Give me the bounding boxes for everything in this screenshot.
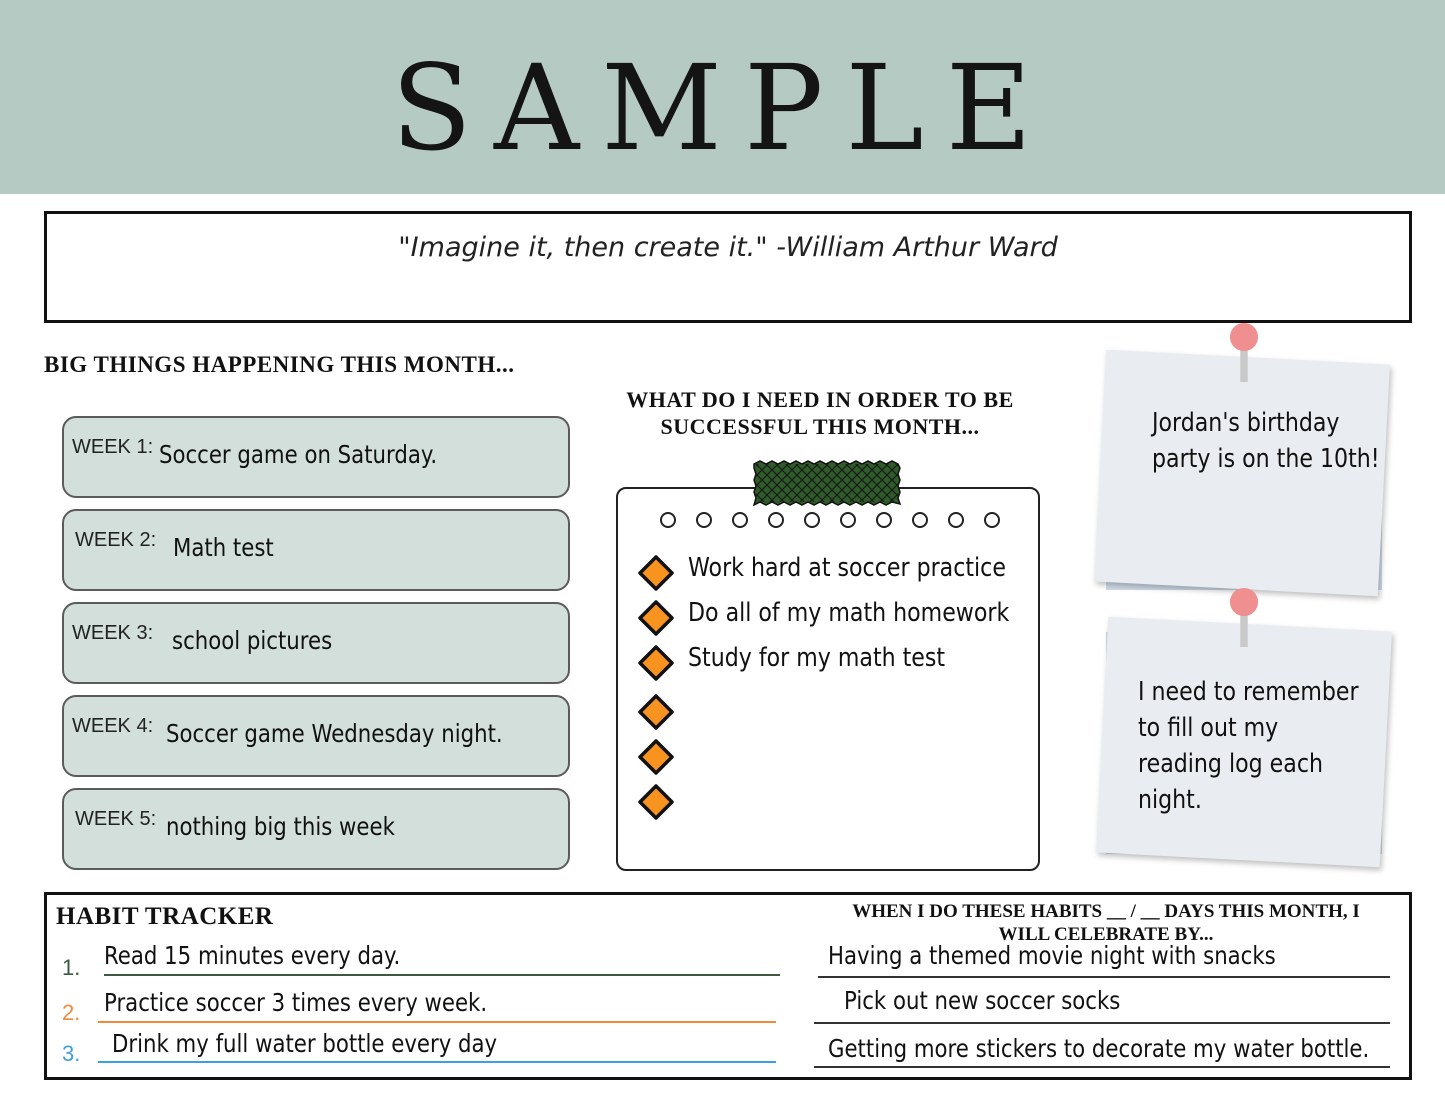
week-2-box[interactable]: [62, 509, 570, 591]
checklist-item-text: Study for my math test: [688, 643, 946, 673]
week-label: WEEK 5:: [75, 808, 157, 830]
habit-number: 2.: [62, 1000, 81, 1025]
week-4-box[interactable]: [62, 695, 570, 777]
quote-box: [44, 211, 1412, 323]
ring-icon: [696, 512, 712, 528]
ring-icon: [984, 512, 1000, 528]
celebrate-heading-line: WHEN I DO THESE HABITS __ / __ DAYS THIS MONTH, I: [852, 901, 1360, 922]
habit-number: 3.: [62, 1041, 81, 1066]
week-text: nothing big this week: [166, 812, 395, 841]
week-3-box[interactable]: [62, 602, 570, 684]
diamond-checkbox-icon[interactable]: [636, 737, 680, 781]
checklist-item[interactable]: [636, 553, 1036, 593]
success-heading-line: WHAT DO I NEED IN ORDER TO BE: [626, 387, 1014, 412]
diamond-checkbox-icon[interactable]: [636, 643, 680, 687]
celebrate-heading: [800, 900, 1412, 946]
checklist-item-text: Work hard at soccer practice: [688, 553, 1006, 583]
checklist-item[interactable]: [636, 643, 1036, 683]
ring-icon: [912, 512, 928, 528]
washi-tape-icon: [752, 460, 902, 506]
success-heading: [590, 386, 1050, 440]
week-label: WEEK 4:: [72, 715, 154, 737]
habit-tracker-heading: HABIT TRACKER: [56, 903, 274, 930]
habit-line: [104, 974, 780, 976]
sticky-note-line: night.: [1138, 785, 1202, 815]
celebrate-heading-line: WILL CELEBRATE BY...: [998, 924, 1214, 945]
diamond-checkbox-icon[interactable]: [636, 692, 680, 736]
week-label: WEEK 2:: [75, 529, 157, 551]
ring-icon: [876, 512, 892, 528]
habit-text[interactable]: Practice soccer 3 times every week.: [104, 988, 488, 1017]
celebrate-line: [814, 1022, 1390, 1024]
checklist-item[interactable]: [636, 598, 1036, 638]
sticky-note-1-text: [1152, 405, 1380, 477]
celebrate-text[interactable]: Getting more stickers to decorate my water bottle.: [828, 1034, 1370, 1063]
push-pin-icon: [1224, 322, 1264, 382]
week-1-box[interactable]: [62, 416, 570, 498]
week-text: Math test: [173, 533, 274, 562]
sticky-note-line: Jordan's birthday: [1152, 408, 1340, 438]
sticky-note-line: I need to remember: [1138, 677, 1359, 707]
habit-text[interactable]: Read 15 minutes every day.: [104, 941, 401, 970]
week-5-box[interactable]: [62, 788, 570, 870]
celebrate-line: [818, 976, 1390, 978]
week-text: school pictures: [172, 626, 333, 655]
sticky-note-line: reading log each: [1138, 749, 1323, 779]
sticky-note-2-text: [1138, 674, 1359, 818]
checklist-item-text: Do all of my math homework: [688, 598, 1010, 628]
notepad-rings: [660, 512, 1000, 530]
page-title: SAMPLE: [391, 39, 1054, 177]
ring-icon: [660, 512, 676, 528]
sticky-note-line: to fill out my: [1138, 713, 1279, 743]
ring-icon: [804, 512, 820, 528]
sticky-note-line: party is on the 10th!: [1152, 444, 1380, 474]
success-heading-line: SUCCESSFUL THIS MONTH...: [660, 414, 980, 439]
habit-line: [98, 1021, 776, 1023]
habit-line: [98, 1061, 776, 1063]
push-pin-icon: [1224, 587, 1264, 647]
week-label: WEEK 3:: [72, 622, 154, 644]
week-text: Soccer game Wednesday night.: [166, 719, 503, 748]
diamond-checkbox-icon[interactable]: [636, 553, 680, 597]
celebrate-line: [814, 1066, 1390, 1068]
week-label: WEEK 1:: [72, 436, 154, 458]
ring-icon: [768, 512, 784, 528]
habit-text[interactable]: Drink my full water bottle every day: [112, 1029, 498, 1058]
ring-icon: [948, 512, 964, 528]
diamond-checkbox-icon[interactable]: [636, 598, 680, 642]
ring-icon: [840, 512, 856, 528]
habit-number: 1.: [62, 955, 81, 980]
ring-icon: [732, 512, 748, 528]
celebrate-text[interactable]: Having a themed movie night with snacks: [828, 941, 1276, 970]
checklist-item[interactable]: [636, 692, 1036, 732]
checklist-item[interactable]: [636, 782, 1036, 822]
checklist-item[interactable]: [636, 737, 1036, 777]
big-things-heading: BIG THINGS HAPPENING THIS MONTH...: [44, 352, 515, 377]
week-text: Soccer game on Saturday.: [159, 440, 438, 469]
celebrate-text[interactable]: Pick out new soccer socks: [844, 986, 1121, 1015]
quote-text: "Imagine it, then create it." -William Arthur Ward: [398, 232, 1058, 263]
diamond-checkbox-icon[interactable]: [636, 782, 680, 826]
